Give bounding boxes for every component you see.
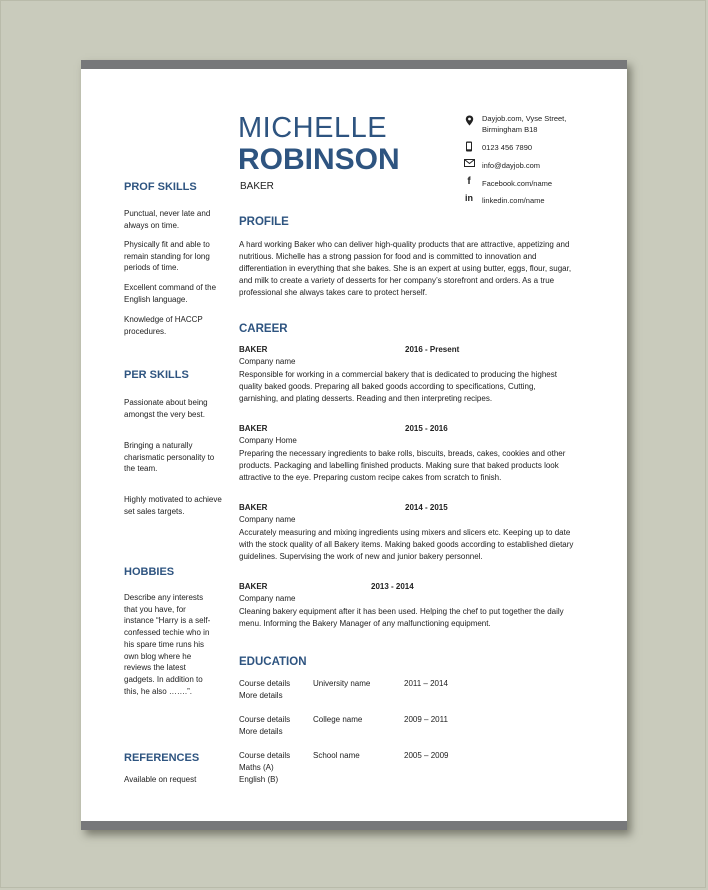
contact-phone: 0123 456 7890 xyxy=(482,143,533,152)
edu-1-extra: More details xyxy=(239,691,283,700)
job-3-dates: 2014 - 2015 xyxy=(405,503,448,512)
contact-linkedin: linkedin.com/name xyxy=(482,196,545,205)
per-skill-item: Highly motivated to achieve set sales targets. xyxy=(124,495,222,516)
contact-address xyxy=(482,113,642,135)
hobbies-heading: HOBBIES xyxy=(124,566,175,578)
facebook-icon: f xyxy=(467,176,471,187)
email-icon xyxy=(462,159,476,170)
job-2-company: Company Home xyxy=(239,436,297,445)
contact-email: info@dayjob.com xyxy=(482,161,541,170)
job-3-description: Accurately measuring and mixing ingredients using mixers and slicers etc. Keeping up to date with the stock quality of all Bakery items. Making baked goods according to established dietary guidelines. Supervising the work of new and junior bakery personnel. xyxy=(239,528,574,561)
phone-icon xyxy=(462,141,476,155)
job-3-company: Company name xyxy=(239,515,296,524)
career-heading: CAREER xyxy=(239,323,288,335)
profile-text: A hard working Baker who can deliver high-quality products that are attractive, appetizing and nutritious. Michelle has a strong passion for food and is committed to innovation and differentiation in everything that she bakes. She is an expert at using butter, eggs, flour, sugar, and milk to create a variety of desserts for her company’s storefront and orders. As a true professional she always takes care to protect herself. xyxy=(239,240,572,297)
job-4-title: BAKER xyxy=(239,582,268,591)
resume-page xyxy=(81,60,627,830)
per-skill-item: Bringing a naturally charismatic personality to the team. xyxy=(124,441,215,474)
edu-2-dates: 2009 – 2011 xyxy=(404,715,448,724)
hobbies-text: Describe any interests that you have, for instance “Harry is a self-confessed techie who in his spare time runs his own blog where he reviews the latest gadgets. In addition to this, he also …….”. xyxy=(124,593,211,696)
job-1-description: Responsible for working in a commercial bakery that is dedicated to producing the highest quality baked goods. Preparing all baked goods according to specifications, Cutting, garnishing, and plating desserts. Reading and then interpreting recipes. xyxy=(239,370,557,403)
education-heading: EDUCATION xyxy=(239,656,307,668)
job-3-title: BAKER xyxy=(239,503,268,512)
edu-2-institution: College name xyxy=(313,715,363,724)
per-skill-item: Passionate about being amongst the very best. xyxy=(124,398,208,419)
prof-skills-heading: PROF SKILLS xyxy=(124,181,197,193)
location-pin-icon xyxy=(462,115,476,129)
job-2-dates: 2015 - 2016 xyxy=(405,424,448,433)
prof-skill-item: Punctual, never late and always on time. xyxy=(124,209,211,230)
edu-1-dates: 2011 – 2014 xyxy=(404,679,448,688)
prof-skill-item: Physically fit and able to remain standing for long periods of time. xyxy=(124,240,210,273)
job-1-dates: 2016 - Present xyxy=(405,345,460,354)
job-4-company: Company name xyxy=(239,594,296,603)
job-4-description: Cleaning bakery equipment after it has been used. Helping the chef to put together the daily menu. Informing the Bakery Manager of any malfunctioning equipment. xyxy=(239,607,564,628)
last-name: ROBINSON xyxy=(238,143,400,176)
contact-facebook: Facebook.com/name xyxy=(482,179,553,188)
prof-skill-item: Excellent command of the English language. xyxy=(124,283,217,304)
edu-1-course: Course details xyxy=(239,679,291,688)
edu-2-extra: More details xyxy=(239,727,283,736)
job-1-title: BAKER xyxy=(239,345,268,354)
per-skills-heading: PER SKILLS xyxy=(124,369,189,381)
bottom-bar xyxy=(81,821,627,830)
first-name: MICHELLE xyxy=(238,112,388,144)
edu-3-extra: Maths (A) xyxy=(239,763,274,772)
edu-2-course: Course details xyxy=(239,715,291,724)
edu-3-dates: 2005 – 2009 xyxy=(404,751,449,760)
profile-heading: PROFILE xyxy=(239,216,289,228)
edu-1-institution: University name xyxy=(313,679,371,688)
job-2-title: BAKER xyxy=(239,424,268,433)
linkedin-icon: in xyxy=(465,193,473,203)
edu-3-course: Course details xyxy=(239,751,291,760)
references-heading: REFERENCES xyxy=(124,752,200,764)
contact-address-line: Dayjob.com, Vyse Street, xyxy=(482,114,567,123)
references-text: Available on request xyxy=(124,775,197,784)
job-1-company: Company name xyxy=(239,357,296,366)
edu-3-extra: English (B) xyxy=(239,775,279,784)
top-bar xyxy=(81,60,627,69)
job-4-dates: 2013 - 2014 xyxy=(371,582,414,591)
prof-skill-item: Knowledge of HACCP procedures. xyxy=(124,315,203,336)
job-2-description: Preparing the necessary ingredients to bake rolls, biscuits, breads, cakes, cookies and other products. Packaging and labelling finished products. Making sure that baked products look attractive to the eye. Preparing custom recipe cakes from scratch to finish. xyxy=(239,449,566,482)
job-title: BAKER xyxy=(240,181,274,192)
contact-address-line: Birmingham B18 xyxy=(482,125,538,134)
edu-3-institution: School name xyxy=(313,751,360,760)
